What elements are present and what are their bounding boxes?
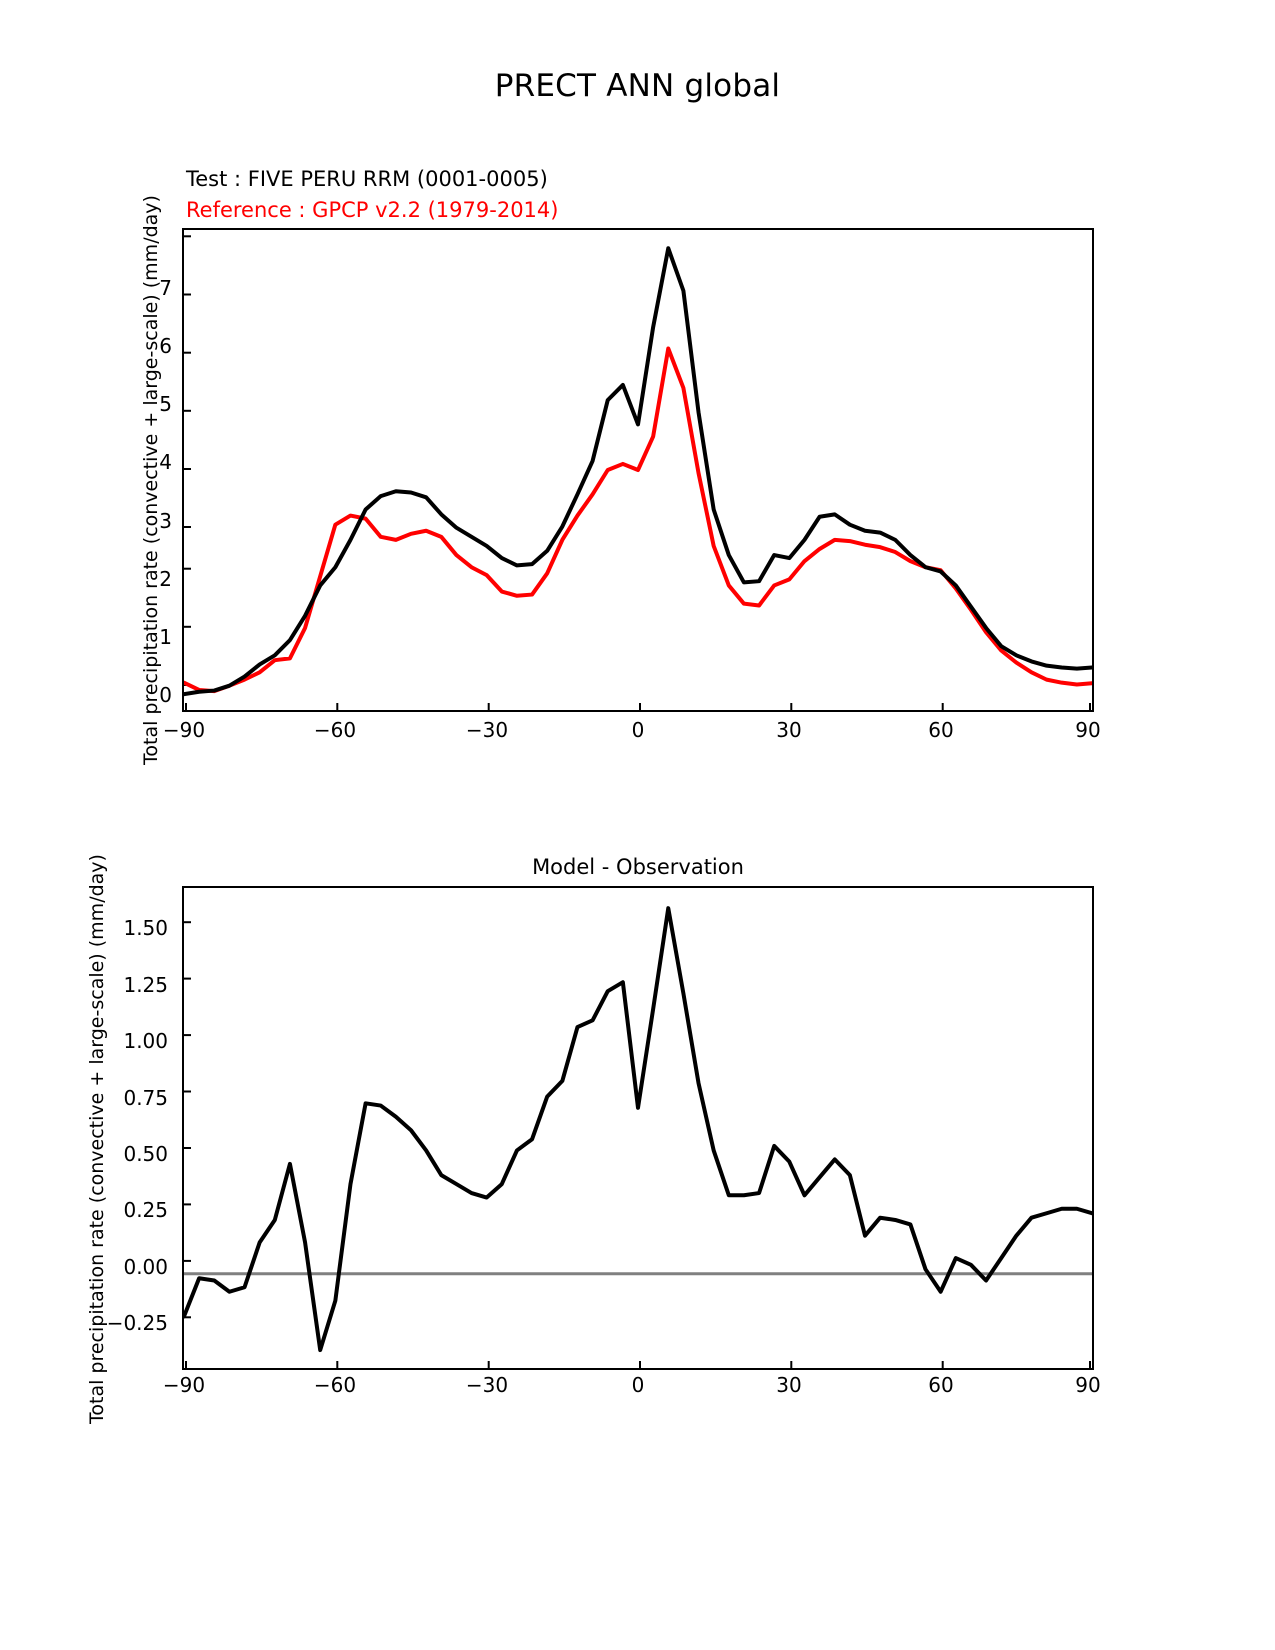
y-ticks-bottom (60, 886, 168, 1370)
x-ticks-bottom (162, 1373, 1101, 1403)
x-tick-top-2: −30 (465, 718, 509, 742)
chart-panel-top (182, 228, 1094, 712)
y-tick-top-1: 1 (159, 624, 172, 649)
figure-title: PRECT ANN global (494, 68, 781, 104)
legend-reference-label: Reference : GPCP v2.2 (1979-2014) (186, 198, 559, 222)
chart-title-bottom: Model - Observation (532, 855, 744, 879)
y-ticks-top (110, 228, 172, 712)
legend-test-label: Test : FIVE PERU RRM (0001-0005) (186, 167, 548, 191)
chart-svg-top (184, 230, 1092, 710)
x-tick-bottom-1: −60 (313, 1373, 357, 1397)
x-tick-bottom-4: 30 (776, 1373, 802, 1397)
y-tick-bottom-6: 1.25 (123, 972, 168, 997)
y-tick-top-6: 6 (159, 334, 172, 358)
x-tickmarks-bottom (186, 1361, 1090, 1368)
series-line-reference (184, 348, 1092, 691)
legend-top (186, 164, 558, 226)
y-tick-top-0: 0 (159, 683, 172, 707)
chart-panel-bottom (182, 886, 1094, 1370)
x-tick-bottom-5: 60 (928, 1373, 954, 1397)
y-tickmarks-top-low (184, 527, 191, 685)
x-tick-top-1: −60 (313, 718, 357, 742)
x-tick-top-5: 60 (928, 718, 954, 742)
y-tick-bottom-4: 0.75 (123, 1085, 168, 1110)
y-tick-bottom-3: 0.50 (123, 1142, 168, 1166)
y-tick-top-7: 7 (159, 275, 172, 300)
y-axis-label-bottom: Total precipitation rate (convective + large-scale) (mm/day) (86, 854, 108, 1424)
y-tick-bottom-7: 1.50 (123, 916, 168, 941)
x-ticks-top (162, 718, 1101, 748)
x-tick-top-4: 30 (776, 718, 802, 742)
x-tick-top-6: 90 (1075, 718, 1101, 742)
y-tick-bottom-5: 1.00 (123, 1029, 168, 1054)
x-tick-bottom-6: 90 (1075, 1373, 1101, 1397)
y-tick-bottom-0: −0.25 (106, 1311, 168, 1336)
y-axis-label-top: Total precipitation rate (convective + large-scale) (mm/day) (140, 195, 162, 765)
y-tick-top-4: 4 (159, 450, 172, 475)
x-tick-bottom-2: −30 (465, 1373, 509, 1397)
x-tick-bottom-3: 0 (631, 1373, 645, 1397)
x-tick-top-0: −90 (162, 718, 206, 742)
series-line-difference (184, 908, 1092, 1350)
x-tick-bottom-0: −90 (162, 1373, 206, 1397)
y-tickmarks-bottom (184, 922, 191, 1317)
x-tickmarks-top (186, 703, 1090, 710)
y-tick-top-5: 5 (159, 392, 172, 417)
chart-svg-bottom (184, 888, 1092, 1368)
x-tick-top-3: 0 (631, 718, 645, 742)
y-tick-bottom-1: 0.00 (123, 1254, 168, 1279)
y-tickmarks-top (184, 236, 191, 469)
y-tick-top-3: 3 (159, 508, 172, 533)
y-tick-bottom-2: 0.25 (123, 1198, 168, 1223)
y-tick-top-2: 2 (159, 566, 172, 591)
